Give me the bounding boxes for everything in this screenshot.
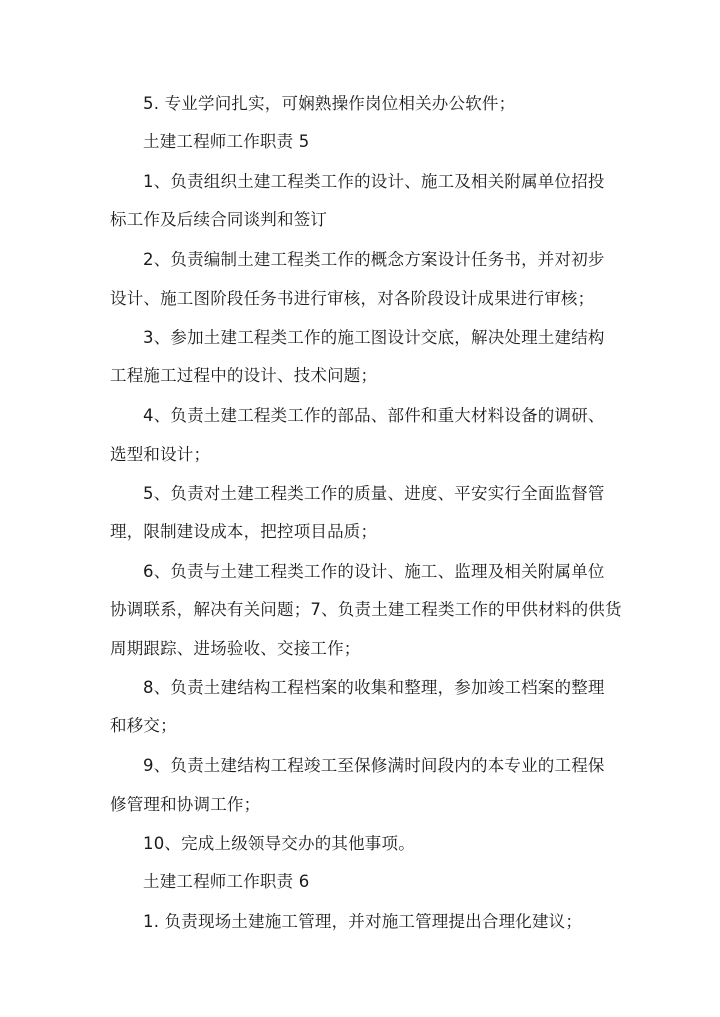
text-line: 10、完成上级领导交办的其他事项。 [143, 834, 415, 853]
section-heading: 土建工程师工作职责 6 [143, 872, 310, 891]
text-line: 6、负责与土建工程类工作的设计、施工、监理及相关附属单位 [143, 562, 605, 581]
text-line: 设计、施工图阶段任务书进行审核，对各阶段设计成果进行审核； [110, 289, 595, 308]
text-line: 5、负责对土建工程类工作的质量、进度、平安实行全面监督管 [143, 484, 605, 503]
text-line: 1、负责组织土建工程类工作的设计、施工及相关附属单位招投 [143, 172, 605, 191]
text-line: 标工作及后续合同谈判和签订 [110, 210, 328, 229]
text-line: 1. 负责现场土建施工管理，并对施工管理提出合理化建议； [143, 912, 583, 931]
text-line: 8、负责土建结构工程档案的收集和整理，参加竣工档案的整理 [143, 678, 605, 697]
text-line: 和移交； [110, 716, 177, 735]
text-line: 工程施工过程中的设计、技术问题； [110, 366, 378, 385]
text-line: 4、负责土建工程类工作的部品、部件和重大材料设备的调研、 [143, 406, 605, 425]
text-line: 周期跟踪、进场验收、交接工作； [110, 639, 361, 658]
text-line: 选型和设计； [110, 445, 211, 464]
text-line: 修管理和协调工作； [110, 795, 261, 814]
text-line: 9、负责土建结构工程竣工至保修满时间段内的本专业的工程保 [143, 756, 605, 775]
section-heading: 土建工程师工作职责 5 [143, 132, 310, 151]
text-line: 2、负责编制土建工程类工作的概念方案设计任务书，并对初步 [143, 250, 605, 269]
text-line: 理，限制建设成本，把控项目品质； [110, 522, 378, 541]
text-line: 3、参加土建工程类工作的施工图设计交底，解决处理土建结构 [143, 328, 605, 347]
text-line: 协调联系，解决有关问题；7、负责土建工程类工作的甲供材料的供货 [110, 600, 622, 619]
text-line: 5. 专业学问扎实，可娴熟操作岗位相关办公软件； [143, 94, 516, 113]
